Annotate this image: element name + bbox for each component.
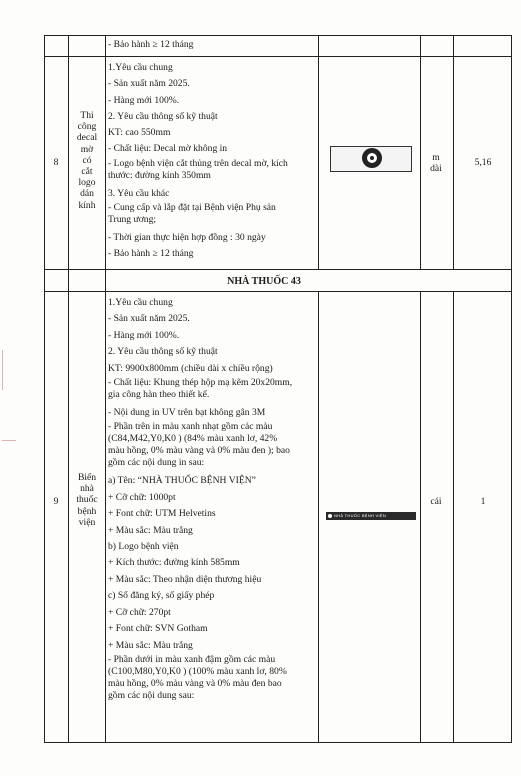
unit-line: m [432, 152, 440, 163]
requirement-line: màu hồng, 0% màu vàng và 0% màu đen bao [108, 677, 282, 689]
item-name [70, 110, 104, 211]
requirements-text [108, 295, 313, 702]
requirement-line: - Logo bệnh viện cắt thủng trên decal mờ, kích [108, 157, 288, 169]
row-number: 8 [53, 157, 59, 168]
requirement-line: 2. Yêu cầu thông số kỹ thuật [108, 346, 218, 358]
item-name-line: Thi [80, 110, 94, 121]
item-name-line: nhà [80, 483, 94, 495]
requirement-line: 1.Yêu cầu chung [108, 62, 173, 73]
item-name-line: kính [78, 199, 96, 211]
item-name-line: mờ [80, 143, 94, 155]
requirement-line: KT: 9900x800mm (chiều dài x chiều rộng) [108, 362, 273, 374]
item-name-line: decal [76, 132, 98, 144]
requirement-line: - Cung cấp và lắp đặt tại Bệnh viện Phụ sản [108, 202, 276, 214]
requirement-line: - Chất liệu: Decal mờ không in [108, 143, 228, 155]
requirement-line: (C84,M42,Y0,K0 ) (84% màu xanh lơ, 42% [108, 433, 278, 445]
table-border [68, 35, 69, 743]
item-name [70, 472, 104, 528]
requirement-line: - Nội dung in UV trên bạt không gân 3M [108, 407, 266, 419]
requirement-line: 2. Yêu cầu thông số kỹ thuật [108, 110, 218, 122]
quantity: 5,16 [474, 157, 492, 168]
requirement-line: + Kích thước: đường kính 585mm [108, 557, 240, 569]
requirement-line: - Phần dưới in màu xanh đậm gồm các màu [108, 653, 276, 665]
requirement-line: c) Số đăng ký, số giấy phép [108, 590, 215, 602]
requirement-line: - Chất liệu: Khung thép hộp mạ kẽm 20x20mm, [108, 377, 293, 389]
margin-stamp-mark [2, 440, 16, 441]
table-border [318, 35, 319, 270]
requirement-line: - Thời gian thực hiện hợp đồng : 30 ngày [108, 232, 266, 244]
item-name-line: cắt [81, 166, 93, 178]
requirement-line: b) Logo bệnh viện [108, 541, 179, 553]
item-name-line: bệnh [77, 505, 97, 517]
requirements-text [108, 39, 313, 51]
quantity: 1 [480, 496, 486, 507]
logo-center [370, 156, 374, 160]
table-border [44, 742, 512, 743]
requirement-line: - Bảo hành ≥ 12 tháng [108, 248, 194, 260]
requirement-line: - Phần trên in màu xanh nhạt gồm các màu [108, 421, 273, 433]
table-border [318, 291, 319, 743]
requirement-line: + Cỡ chữ: 270pt [108, 606, 171, 618]
item-name-line: thuốc [76, 494, 98, 506]
requirement-line: - Sản xuất năm 2025. [108, 313, 190, 325]
requirements-text [108, 60, 313, 263]
section-title: NHÀ THUỐC 43 [227, 276, 301, 287]
item-name-line: có [82, 154, 92, 166]
table-border [44, 35, 45, 743]
requirement-line: - Hàng mới 100%. [108, 94, 180, 106]
requirement-line: màu hồng, 0% màu vàng và 0% màu đen ); bao [108, 445, 290, 457]
requirement-line: + Màu sắc: Màu trắng [108, 524, 193, 536]
table-border [44, 35, 512, 36]
table-border [44, 291, 512, 292]
table-border [420, 291, 421, 743]
requirement-line: a) Tên: “NHÀ THUỐC BỆNH VIỆN” [108, 475, 256, 487]
requirement-line: + Màu sắc: Màu trắng [108, 639, 193, 651]
item-name-line: công [77, 121, 97, 133]
item-name-line: viện [78, 516, 96, 528]
margin-stamp-mark [2, 350, 9, 390]
unit [420, 152, 452, 174]
row-number: 9 [53, 496, 59, 507]
requirement-line: + Font chữ: SVN Gotham [108, 623, 208, 635]
table-border [453, 291, 454, 743]
unit: cái [430, 496, 442, 507]
requirement-line: - Sản xuất năm 2025. [108, 78, 190, 90]
requirement-line: (C100,M80,Y0,K0 ) (100% màu xanh lơ, 80% [108, 665, 287, 677]
item-name-line: dán [80, 188, 94, 200]
unit-line: dài [430, 163, 442, 174]
table-border [511, 35, 512, 743]
table-border [44, 269, 512, 270]
requirement-line: 3. Yêu cầu khác [108, 187, 170, 199]
sign-label: NHÀ THUỐC BỆNH VIỆN [334, 513, 387, 518]
item-name-line: Biển [77, 472, 97, 483]
requirement-line: + Màu sắc: Theo nhận diện thương hiệu [108, 573, 262, 585]
requirement-line: thước: đường kính 350mm [108, 169, 211, 181]
requirement-line: - Bảo hành ≥ 12 tháng [108, 39, 194, 50]
requirement-line: KT: cao 550mm [108, 127, 171, 139]
logo-dot-icon [328, 514, 332, 518]
requirement-line: + Cỡ chữ: 1000pt [108, 491, 176, 503]
requirement-line: Trung ương; [108, 214, 157, 226]
table-border [44, 56, 512, 57]
item-name-line: logo [78, 177, 96, 189]
requirement-line: - Hàng mới 100%. [108, 329, 180, 341]
requirement-line: + Font chữ: UTM Helvetins [108, 508, 216, 520]
requirement-line: gia công hàn theo thiết kế. [108, 389, 210, 401]
table-border [105, 35, 106, 743]
requirement-line: gồm các nội dung in sau: [108, 457, 205, 469]
requirement-line: 1.Yêu cầu chung [108, 297, 173, 308]
requirement-line: gồm các nội dung sau: [108, 689, 195, 701]
table-border [453, 35, 454, 270]
